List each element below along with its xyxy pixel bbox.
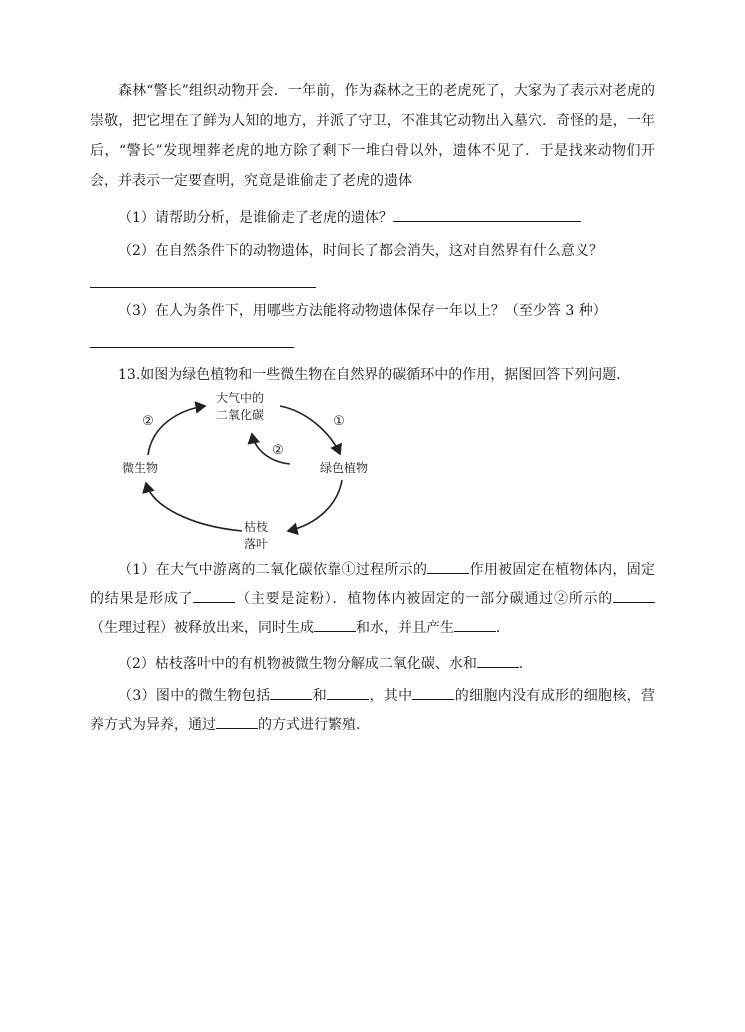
q13-sub1-text-c: （主要是淀粉）．植物体内被固定的一部分碳通过②所示的 <box>235 591 614 607</box>
q13-sub1-text-b: 作用被固定在植物体内，固定的结果是形成了 <box>90 562 656 607</box>
q12-sub1 <box>118 207 581 229</box>
q13-sub3-text-a: （3）图中的微生物包括 <box>118 688 271 704</box>
q13-sub3-text-b: 和 <box>312 688 328 704</box>
q12-sub1-answer-line[interactable] <box>393 220 581 222</box>
arrow-plant-to-litter <box>288 480 342 531</box>
node-litter-line2: 落叶 <box>243 537 269 551</box>
q13-sub1-blank-4[interactable] <box>314 619 356 632</box>
node-atmosphere-line2: 二氧化碳 <box>215 408 265 422</box>
q13-sub3-blank-2[interactable] <box>327 687 369 700</box>
marker-process-1: ① <box>333 414 345 429</box>
q13-sub3-text-d: 的细胞内没有成形的细胞核，营养方式为异养，通过 <box>90 688 656 733</box>
arrow-plant-to-atmosphere <box>252 434 290 464</box>
q13-sub3-blank-4[interactable] <box>216 716 258 729</box>
q13-sub2-blank-1[interactable] <box>477 655 519 668</box>
q13-sub2-text-b: ． <box>518 656 533 672</box>
q12-sub3: （3）在人为条件下，用哪些方法能将动物遗体保存一年以上？（至少答 3 种） <box>118 303 607 319</box>
q13-sub3-text-e: 的方式进行繁殖． <box>258 717 370 733</box>
node-atmosphere-line1: 大气中的 <box>215 391 265 405</box>
node-litter-line1: 枯枝 <box>243 520 269 534</box>
q13-sub2 <box>118 653 533 675</box>
q13-sub1 <box>90 556 655 643</box>
q12-sub2: （2）在自然条件下的动物遗体，时间长了都会消失，这对自然界有什么意义？ <box>118 243 603 259</box>
node-microbe: 微生物 <box>121 461 159 475</box>
carbon-cycle-diagram <box>110 388 370 558</box>
marker-process-2-inner: ② <box>272 443 284 458</box>
q12-sub3-answer-line[interactable] <box>90 346 294 348</box>
q13-sub2-text-a: （2）枯枝落叶中的有机物被微生物分解成二氧化碳、水和 <box>118 656 477 672</box>
q13-sub1-blank-1[interactable] <box>427 561 469 574</box>
q13-sub3 <box>90 682 655 740</box>
q13-sub3-blank-3[interactable] <box>412 687 454 700</box>
q13-sub1-text-a: （1）在大气中游离的二氧化碳依靠①过程所示的 <box>118 562 428 578</box>
q13-stem: 13.如图为绿色植物和一些微生物在自然界的碳循环中的作用，据图回答下列问题． <box>118 367 631 383</box>
q13-sub3-blank-1[interactable] <box>270 687 312 700</box>
q13-sub1-blank-2[interactable] <box>193 590 235 603</box>
q13-sub1-text-d: （生理过程）被释放出来，同时生成 <box>90 620 314 636</box>
q13-sub1-blank-3[interactable] <box>613 590 655 603</box>
q13-sub3-text-c: ，其中 <box>369 688 413 704</box>
marker-process-2-outer: ② <box>142 414 154 429</box>
q13-sub1-blank-5[interactable] <box>454 619 496 632</box>
q13-sub1-text-f: ． <box>496 620 510 636</box>
arrow-microbe-to-atmosphere <box>148 406 205 455</box>
q12-sub1-text: （1）请帮助分析，是谁偷走了老虎的遗体？ <box>118 210 393 226</box>
arrow-litter-to-microbe <box>146 483 242 531</box>
node-green-plant: 绿色植物 <box>319 461 369 475</box>
q13-sub1-text-e: 和水，并且产生 <box>356 620 454 636</box>
passage-text: 森林“警长”组织动物开会．一年前，作为森林之王的老虎死了，大家为了表示对老虎的崇敬，把它埋在了鲜为人知的地方，并派了守卫，不准其它动物出入墓穴．奇怪的是，一年后，“警长”发现埋葬老虎的地方除了剩下一堆白骨以外，遗体不见了．于是找来动物们开会，并表示一定要查明，究竟是谁偷走了老虎的遗体 <box>90 83 655 189</box>
arrow-atmosphere-to-plant <box>280 406 340 454</box>
q12-sub2-answer-line[interactable] <box>90 286 316 288</box>
